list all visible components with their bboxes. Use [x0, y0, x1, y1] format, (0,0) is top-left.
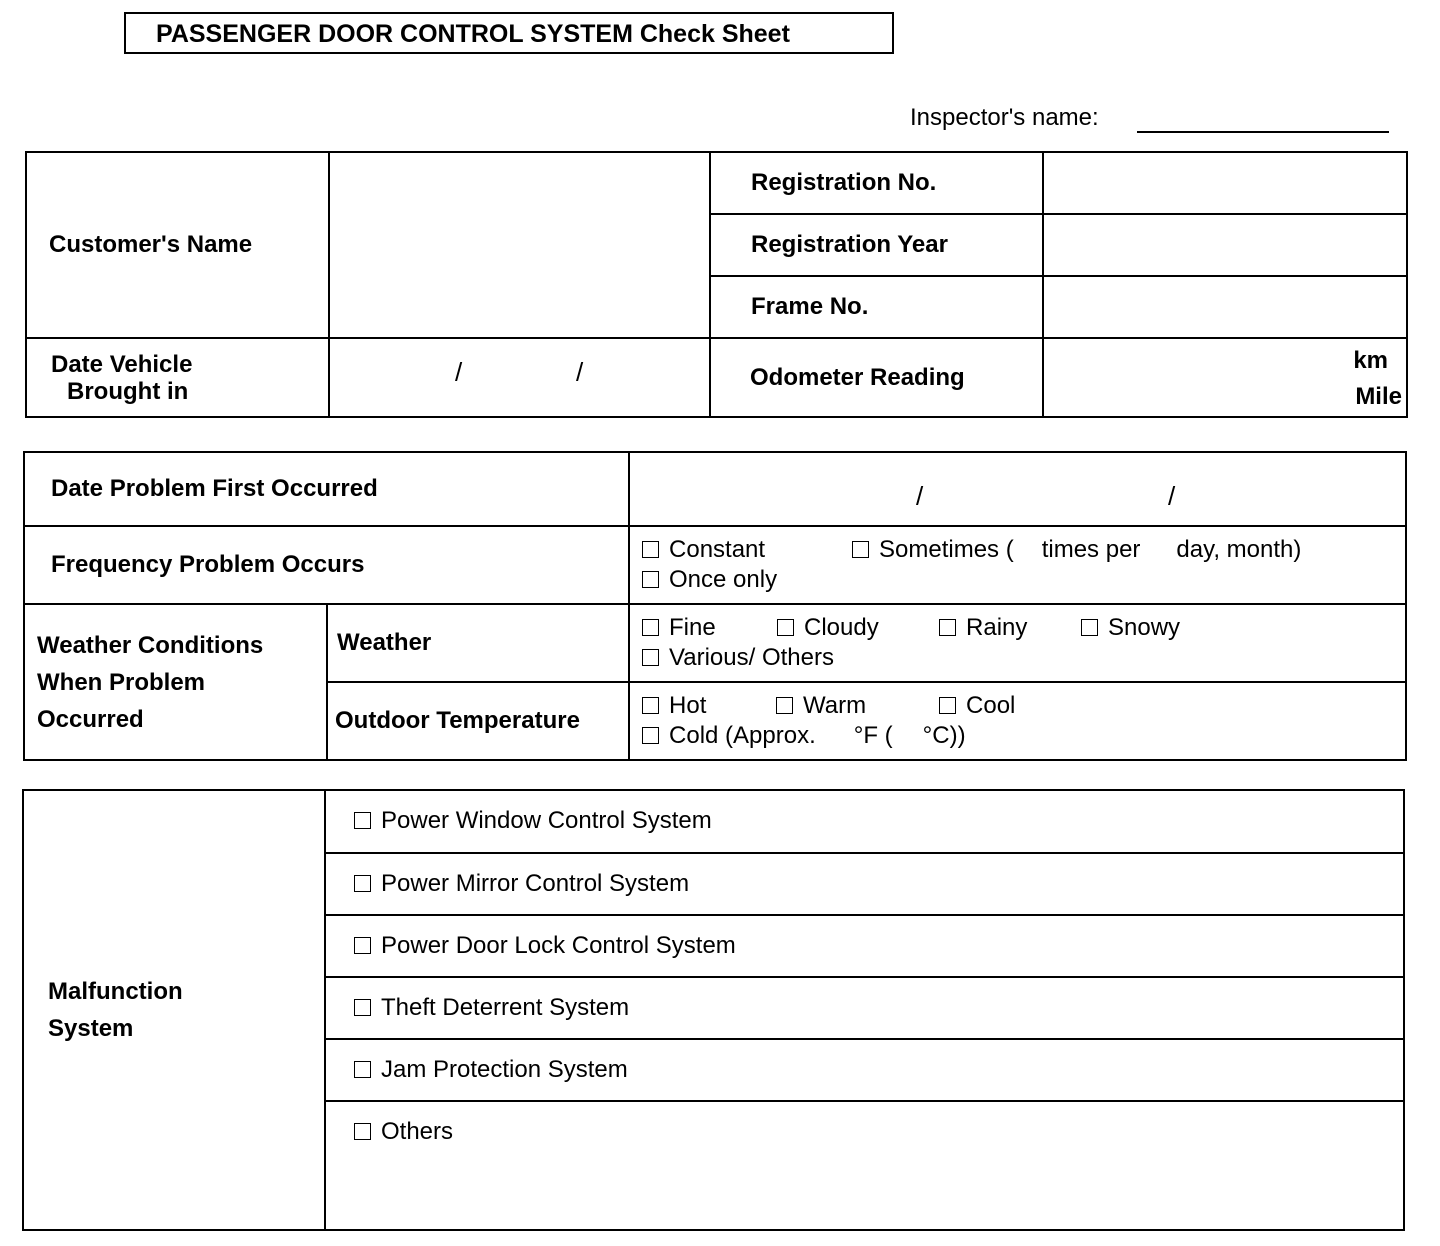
temp-cold-label: Cold (Approx.	[669, 722, 816, 749]
system-option-power-door-lock[interactable]	[325, 915, 1404, 977]
temp-option-cold[interactable]	[642, 721, 816, 751]
weather-option-label: Cloudy	[804, 614, 879, 641]
malfunction-system-label	[23, 790, 325, 1230]
frequency-options	[629, 526, 1406, 604]
system-option-label: Others	[381, 1118, 454, 1145]
checkbox[interactable]	[776, 697, 793, 714]
temp-option-hot[interactable]	[642, 691, 776, 721]
registration-no-label: Registration No.	[710, 152, 1043, 214]
date-vehicle-brought-label	[26, 338, 329, 417]
weather-label: Weather	[327, 604, 629, 682]
temp-option-cool[interactable]	[939, 691, 1015, 721]
system-option-power-window[interactable]	[325, 790, 1404, 853]
weather-option-various[interactable]	[642, 643, 834, 673]
checkbox[interactable]	[354, 812, 371, 829]
customer-name-field[interactable]	[329, 152, 710, 338]
checkbox[interactable]	[354, 999, 371, 1016]
system-option-label: Power Door Lock Control System	[381, 932, 736, 959]
checkbox[interactable]	[354, 1061, 371, 1078]
freq-once-option[interactable]	[642, 565, 777, 595]
date-first-occurred-field[interactable]	[629, 452, 1406, 526]
weather-conditions-line1: Weather Conditions	[37, 631, 264, 659]
checkbox[interactable]	[642, 697, 659, 714]
inspector-name-field[interactable]	[1137, 131, 1389, 133]
checkbox[interactable]	[642, 727, 659, 744]
weather-option-cloudy[interactable]	[777, 613, 939, 643]
freq-constant-option[interactable]	[642, 535, 852, 565]
freq-day-month-label: day, month)	[1176, 536, 1302, 563]
freq-constant-label: Constant	[669, 536, 766, 563]
frame-no-label: Frame No.	[710, 276, 1043, 338]
weather-option-fine[interactable]	[642, 613, 777, 643]
temp-option-warm[interactable]	[776, 691, 939, 721]
checkbox[interactable]	[642, 649, 659, 666]
malfunction-label-line1: Malfunction	[48, 978, 183, 1005]
checkbox[interactable]	[852, 541, 869, 558]
date-vehicle-brought-line2: Brought in	[67, 377, 189, 405]
problem-conditions-table	[23, 451, 1407, 761]
weather-option-label: Snowy	[1108, 614, 1181, 641]
weather-conditions-line2: When Problem	[37, 668, 206, 696]
weather-option-snowy[interactable]	[1081, 613, 1180, 643]
freq-once-label: Once only	[669, 566, 778, 593]
date-separator: /	[576, 357, 584, 387]
date-vehicle-brought-line1: Date Vehicle	[51, 350, 193, 378]
weather-option-label: Various/ Others	[669, 644, 834, 671]
freq-sometimes-option[interactable]	[852, 535, 1014, 565]
checkbox[interactable]	[777, 619, 794, 636]
weather-conditions-line3: Occurred	[37, 705, 144, 733]
system-option-label: Power Window Control System	[381, 807, 712, 834]
outdoor-temperature-label: Outdoor Temperature	[327, 682, 629, 760]
checkbox[interactable]	[642, 571, 659, 588]
registration-year-field[interactable]	[1043, 214, 1407, 276]
date-first-occurred-label: Date Problem First Occurred	[24, 452, 629, 526]
registration-year-label: Registration Year	[710, 214, 1043, 276]
inspector-name-label: Inspector's name:	[910, 104, 1099, 131]
malfunction-system-table	[22, 789, 1405, 1231]
temp-celsius-label: °C))	[922, 722, 966, 749]
temperature-options	[629, 682, 1406, 760]
customer-name-label: Customer's Name	[26, 152, 329, 338]
system-option-theft-deterrent[interactable]	[325, 977, 1404, 1039]
checkbox[interactable]	[1081, 619, 1098, 636]
frame-no-field[interactable]	[1043, 276, 1407, 338]
checkbox[interactable]	[939, 697, 956, 714]
odometer-field[interactable]	[1043, 338, 1407, 417]
checkbox[interactable]	[642, 619, 659, 636]
weather-option-rainy[interactable]	[939, 613, 1081, 643]
freq-sometimes-label: Sometimes (	[879, 536, 1014, 563]
freq-times-per-label: times per	[1041, 536, 1141, 563]
checkbox[interactable]	[354, 875, 371, 892]
registration-no-field[interactable]	[1043, 152, 1407, 214]
checkbox[interactable]	[354, 1123, 371, 1140]
odometer-label: Odometer Reading	[710, 338, 1043, 417]
temp-option-label: Warm	[803, 692, 867, 719]
vehicle-info-table	[25, 151, 1408, 418]
unit-mile: Mile	[1355, 383, 1402, 410]
weather-option-label: Fine	[669, 614, 716, 641]
temp-option-label: Cool	[966, 692, 1016, 719]
temp-fahrenheit-label: °F (	[853, 722, 893, 749]
weather-conditions-label	[24, 604, 327, 760]
date-separator: /	[455, 357, 463, 387]
weather-option-label: Rainy	[966, 614, 1028, 641]
system-option-others[interactable]	[325, 1101, 1404, 1230]
system-option-label: Power Mirror Control System	[381, 870, 690, 897]
temp-option-label: Hot	[669, 692, 707, 719]
date-separator: /	[916, 481, 924, 511]
checkbox[interactable]	[642, 541, 659, 558]
frequency-label: Frequency Problem Occurs	[24, 526, 629, 604]
system-option-label: Theft Deterrent System	[381, 994, 630, 1021]
malfunction-label-line2: System	[48, 1015, 134, 1042]
page-title: PASSENGER DOOR CONTROL SYSTEM Check Sheet	[124, 12, 894, 54]
unit-km: km	[1353, 347, 1388, 374]
date-vehicle-brought-field[interactable]	[329, 338, 710, 417]
date-separator: /	[1168, 481, 1176, 511]
system-option-label: Jam Protection System	[381, 1056, 628, 1083]
system-option-power-mirror[interactable]	[325, 853, 1404, 915]
checkbox[interactable]	[354, 937, 371, 954]
weather-options	[629, 604, 1406, 682]
system-option-jam-protection[interactable]	[325, 1039, 1404, 1101]
checkbox[interactable]	[939, 619, 956, 636]
